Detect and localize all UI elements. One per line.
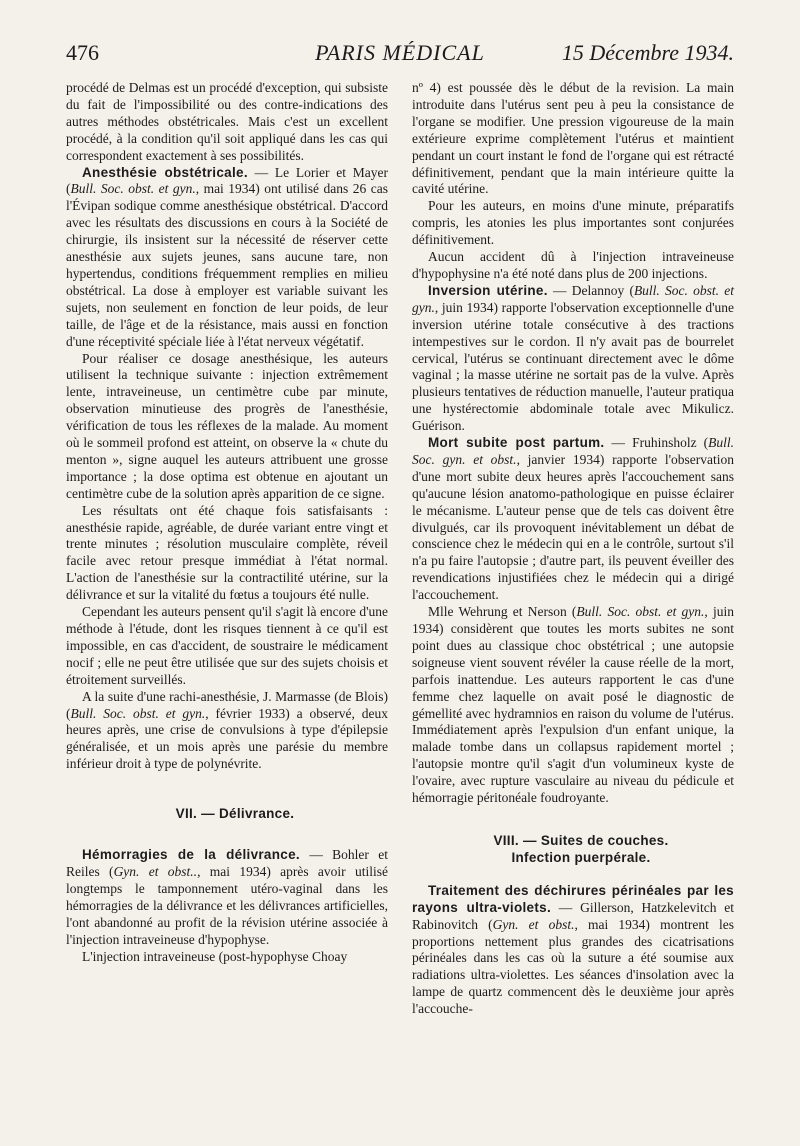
citation: Bull. Soc. obst. et gyn. — [70, 705, 206, 721]
page-number: 476 — [66, 40, 99, 65]
citation: Gyn. et obst.. — [113, 863, 198, 879]
left-column — [66, 80, 388, 965]
subheading: Hémorragies de la délivrance. — [82, 847, 300, 863]
paragraph: Anesthésie obstétricale. — Le Lorier et Mayer (Bull. Soc. obst. et gyn., mai 1934) ont utilisé dans 26 cas l'Évipan sodique comme anesthésique obstétrical. D'accord avec les résultats des discussions en cours à la Société de chirurgie, ils insistent sur la nécessité de réserver cette anesthésie aux sujets jeunes, sans aucune tare, non hypertendus, conditions fréquemment remplies en milieu obstétrical. La dose à employer est variable suivant les sujets, non seulement en fonction de leur poids, de leur taille, de l'âge et de la résistance, mais aussi en fonction d'une réceptivité spéciale liée à l'état nerveux végétatif. — [66, 164, 388, 349]
paragraph: Pour les auteurs, en moins d'une minute, préparatifs compris, les atonies les plus importantes sont conjurées définitivement. — [412, 198, 734, 248]
paragraph: Les résultats ont été chaque fois satisfaisants : anesthésie rapide, agréable, de durée variant entre vingt et trente minutes ; résolution musculaire complète, réveil facile avec retour presque immédiat à l'état normal. L'action de l'anesthésie sur la contractilité utérine, sur la délivrance et sur la vitalité du fœtus a toujours été nulle. — [66, 502, 388, 603]
subheading: Mort subite post partum. — [428, 435, 605, 451]
right-column — [412, 80, 734, 1018]
paragraph: Hémorragies de la délivrance. — Bohler et Reiles (Gyn. et obst.., mai 1934) après avoir utilisé longtemps le tamponnement utéro-vaginal dans les hémorragies de la délivrance et les délivrances artificielles, l'ont abandonné au profit de la révision utérine associée à l'injection intraveineuse d'hypophyse. — [66, 847, 388, 947]
paragraph: Inversion utérine. — Delannoy (Bull. Soc. obst. et gyn., juin 1934) rapporte l'observation exceptionnelle d'une inversion utérine totale consécutive à des tractions intempestives sur le cordon. Il n'y avait pas de bourrelet cervical, l'utérus se continuant directement avec le dôme vaginal ; la masse utérine ne sortait pas de la vulve. Après plusieurs tentatives de réduction manuelle, l'auteur pratiqua une hystérectomie abdominale totale avec Mikulicz. Guérison. — [412, 282, 734, 434]
paragraph: Mlle Wehrung et Nerson (Bull. Soc. obst. et gyn., juin 1934) considèrent que toutes les morts subites ne sont point dues au classique choc obstétrical ; une autopsie soigneuse vient souvent révéler la cause réelle de la mort, parfois inattendue. Les auteurs rapportent le cas d'une femme chez laquelle on avait posé le diagnostic de gémellité avec hydramnios en raison du volume de l'utérus. Immédiatement après l'expulsion d'un enfant unique, la malade tombe dans un collapsus rapidement mortel ; l'autopsie montre qu'il s'agit d'un volumineux kyste de l'ovaire, avec rupture vasculaire au niveau du pédicule et hémorragie péritonéale foudroyante. — [412, 604, 734, 806]
citation: Bull. Soc. obst. et gyn. — [70, 181, 196, 197]
subheading: Traitement des déchirures périnéales par les rayons ultra-violets. — [412, 882, 734, 915]
citation: Bull. Soc. obst. et gyn. — [576, 604, 705, 620]
section-subheading: Infection puerpérale. — [511, 849, 651, 865]
paragraph: Pour réaliser ce dosage anesthésique, les auteurs utilisent la technique suivante : injection extrêmement lente, intraveineuse, un centimètre cube par minute, observation minutieuse des progrès de l'anesthésie, vérification de tous les réflexes de la malade. Au moment où le sommeil profond est atteint, on observe la « chute du menton », signe auquel les auteurs attribuent une grosse importance ; la dose optima est obtenue en ajoutant un centimètre cube de la solution après apparition de ce signe. — [66, 350, 388, 501]
paragraph: A la suite d'une rachi-anesthésie, J. Marmasse (de Blois) (Bull. Soc. obst. et gyn., février 1933) a observé, deux heures après, une crise de convulsions à type d'épilepsie généralisée, et un mois après une parésie du membre inférieur droit à type de polynévrite. — [66, 688, 389, 772]
citation: Bull. Soc. gyn. et obst. — [412, 435, 735, 467]
section-heading: VIII. — Suites de couches. — [493, 832, 669, 848]
paragraph: L'injection intraveineuse (post-hypophyse Choay — [82, 948, 348, 964]
paragraph: Aucun accident dû à l'injection intraveineuse d'hypophysine n'a été noté dans plus de 200 injections. — [412, 249, 734, 281]
journal-title: PARIS MÉDICAL — [315, 40, 485, 65]
paragraph: procédé de Delmas est un procédé d'exception, qui subsiste du fait de l'impossibilité ou des contre-indications des autres méthodes obstétricales. Mais c'est un excellent procédé, à la condition qu'il soit appliqué dans les cas qui correspondent exactement à ses possibilités. — [66, 80, 388, 163]
paragraph: Cependant les auteurs pensent qu'il s'agit là encore d'une méthode à l'étude, dont les risques tiennent à ce qu'il est impossible, en cas d'accident, de soustraire le médicament nocif ; elle ne peut être utilisée que sur des sujets choisis et étroitement surveillés. — [66, 604, 388, 687]
paragraph: Mort subite post partum. — Fruhinsholz (Bull. Soc. gyn. et obst., janvier 1934) rapporte l'observation d'une mort subite deux heures après l'accouchement sans qu'aucune lésion anatomo-pathologique en puisse éclairer le mécanisme. L'auteur pense que de tels cas doivent être divulgués, car ils provoquent inévitablement un débat de conscience chez le médecin qui en a le contrôle, surtout s'il n'a pu faire l'autopsie ; d'autre part, ils peuvent éveiller des revendications injustifiées chez le médecin qui a dirigé l'accouchement. — [412, 435, 735, 603]
issue-date: 15 Décembre 1934. — [561, 40, 734, 65]
paragraph: Traitement des déchirures périnéales par les rayons ultra-violets. — Gillerson, Hatzkelevitch et Rabinovitch (Gyn. et obst., mai 1934) montrent les proportions nettement plus grandes des cicatrisations périnéales dans les cas où la suture a été soumise aux radiations ultra-violettes. Les séances d'insolation avec la lampe de quartz commencent dès le deuxième jour après l'accouche- — [412, 882, 735, 1017]
citation: Bull. Soc. obst. et gyn. — [412, 282, 734, 315]
paragraph: nº 4) est poussée dès le début de la revision. La main introduite dans l'utérus sent peu à peu la consistance de l'organe se modifier. Une pression vigoureuse de la main extérieure exprime complètement l'utérus et maintient pendant un court instant le fond de l'organe qui est rétracté définitivement, pendant que la main intérieure quitte la cavité utérine. — [412, 80, 734, 197]
subheading: Inversion utérine. — [428, 282, 548, 298]
citation: Gyn. et obst. — [492, 916, 575, 932]
running-header — [66, 40, 734, 74]
section-heading: VII. — Délivrance. — [175, 806, 295, 822]
subheading: Anesthésie obstétricale. — [82, 164, 248, 180]
